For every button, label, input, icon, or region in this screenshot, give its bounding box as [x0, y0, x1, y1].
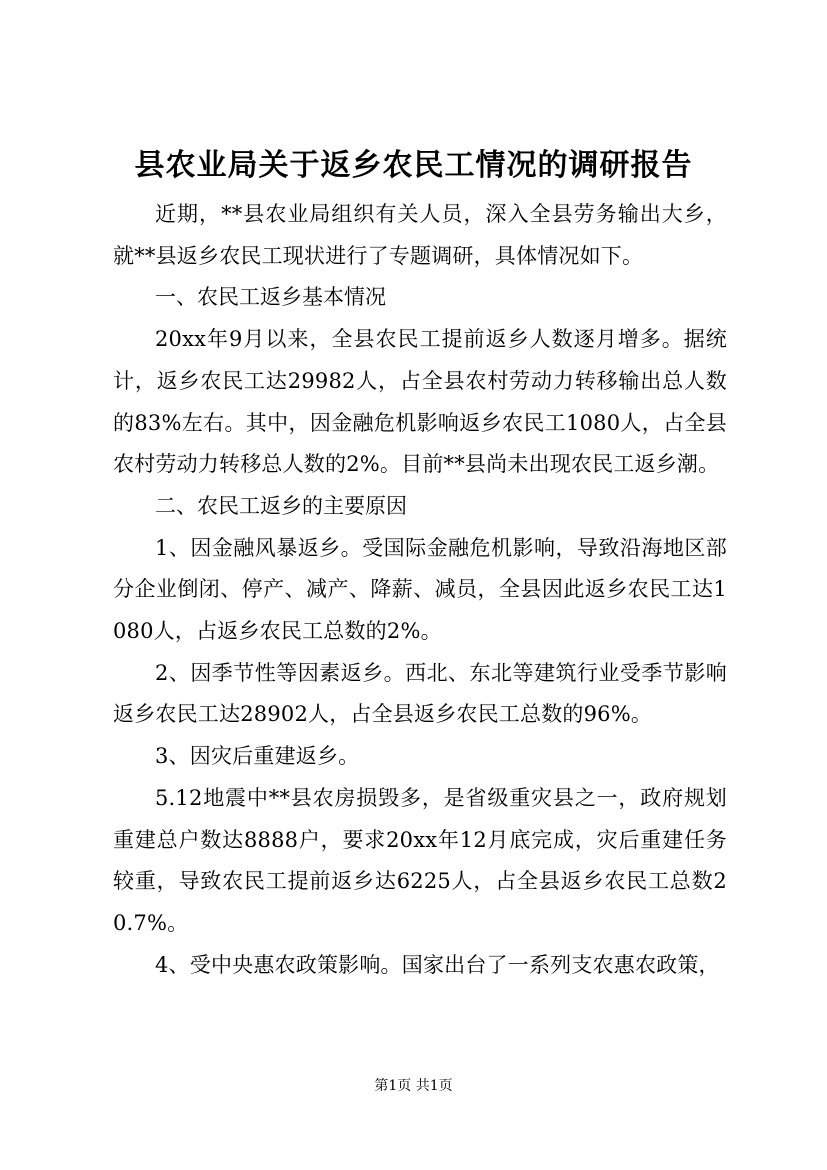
- page-number: 第1页 共1页: [374, 1078, 453, 1094]
- paragraph-reason-1: 1、因金融风暴返乡。受国际金融危机影响，导致沿海地区部分企业倒闭、停产、减产、降薪、减员，全县因此返乡农民工达1080人，占返乡农民工总数的2%。: [113, 535, 727, 644]
- paragraph-reason-3: 3、因灾后重建返乡。: [155, 744, 360, 769]
- paragraph-basic-situation: 20xx年9月以来，全县农民工提前返乡人数逐月增多。据统计，返乡农民工达29982人，占全县农村劳动力转移输出总人数的83%左右。其中，因金融危机影响返乡农民工1080人，占全县农村劳动力转移总人数的2%。目前**县尚未出现农民工返乡潮。: [113, 327, 727, 477]
- document-body: [113, 194, 727, 986]
- paragraph-earthquake: 5.12地震中**县农房损毁多，是省级重灾县之一，政府规划重建总户数达8888户，要求20xx年12月底完成，灾后重建任务较重，导致农民工提前返乡达6225人，占全县返乡农民工总数20.7%。: [113, 785, 727, 935]
- paragraph-reason-2: 2、因季节性等因素返乡。西北、东北等建筑行业受季节影响返乡农民工达28902人，占全县返乡农民工总数的96%。: [113, 660, 727, 727]
- paragraph-reason-4: 4、受中央惠农政策影响。国家出台了一系列支农惠农政策，: [155, 952, 720, 977]
- paragraph-intro: 近期，**县农业局组织有关人员，深入全县劳务输出大乡，就**县返乡农民工现状进行了专题调研，具体情况如下。: [113, 202, 727, 268]
- section-heading-1: 一、农民工返乡基本情况: [155, 285, 386, 310]
- document-title: 县农业局关于返乡农民工情况的调研报告: [134, 148, 693, 183]
- section-heading-2: 二、农民工返乡的主要原因: [155, 493, 407, 518]
